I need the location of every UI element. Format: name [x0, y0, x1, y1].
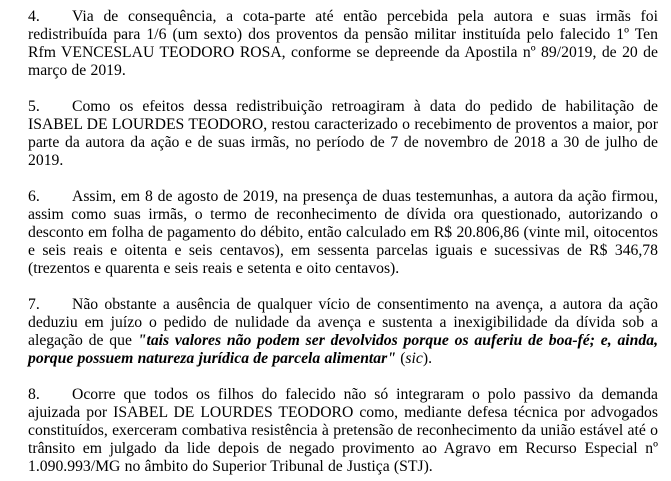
paragraph-text: Assim, em 8 de agosto de 2019, na presença de duas testemunhas, a autora da ação firmou, assim como suas irmãs, o termo de reconhecimento de dívida ora questionado, autorizando o desconto em folha de pagamento do débito, então calculado em R$ 20.806,86 (vinte mil, oitocentos e seis reais e oitenta e seis centavos), em sessenta parcelas iguais e sucessivas de R$ 346,78 (trezentos e quarenta e seis reais e setenta e oito centavos). — [28, 188, 658, 277]
paragraph-item-5 — [28, 98, 658, 170]
paragraph-lead-text: Não obstante a ausência de qualquer vício de consentimento na avença, a autora da ação deduziu em juízo o pedido de nulidade da avença e sustenta a inexigibilidade da dívida sob a alegação de que — [28, 296, 658, 349]
quoted-allegation-text: "tais valores não podem ser devolvidos porque os auferiu de boa-fé; e, ainda, porque possuem natureza jurídica de parcela alimentar" — [28, 332, 658, 367]
paragraph-number: 5. — [28, 98, 40, 115]
paragraph-number: 4. — [28, 8, 40, 25]
sic-term: sic — [405, 350, 423, 367]
sic-close-paren: ). — [422, 350, 433, 367]
paragraph-item-8 — [28, 386, 658, 476]
paragraph-text — [28, 296, 658, 367]
sic-open-paren: ( — [395, 350, 406, 367]
paragraph-text: Ocorre que todos os filhos do falecido não só integraram o polo passivo da demanda ajuizada por ISABEL DE LOURDES TEODORO como, mediante defesa técnica por advogados constituídos, exerceram combativa resistência à pretensão de reconhecimento da união estável até o trânsito em julgado da lide depois de negado provimento ao Agravo em Recurso Especial nº 1.090.993/MG no âmbito do Superior Tribunal de Justiça (STJ). — [28, 386, 658, 475]
paragraph-item-4 — [28, 8, 658, 80]
paragraph-item-6 — [28, 188, 658, 278]
paragraph-text: Como os efeitos dessa redistribuição retroagiram à data do pedido de habilitação de ISABEL DE LOURDES TEODORO, restou caracterizado o recebimento de proventos a maior, por parte da autora da ação e de suas irmãs, no período de 7 de novembro de 2018 a 30 de julho de 2019. — [28, 98, 658, 169]
paragraph-number: 8. — [28, 386, 40, 403]
paragraph-number: 6. — [28, 188, 40, 205]
paragraph-item-7 — [28, 296, 658, 368]
paragraph-text: Via de consequência, a cota-parte até então percebida pela autora e suas irmãs foi redistribuída para 1/6 (um sexto) dos proventos da pensão militar instituída pelo falecido 1º Ten Rfm VENCESLAU TEODORO ROSA, conforme se depreende da Apostila nº 89/2019, de 20 de março de 2019. — [28, 8, 658, 79]
paragraph-number: 7. — [28, 296, 40, 313]
